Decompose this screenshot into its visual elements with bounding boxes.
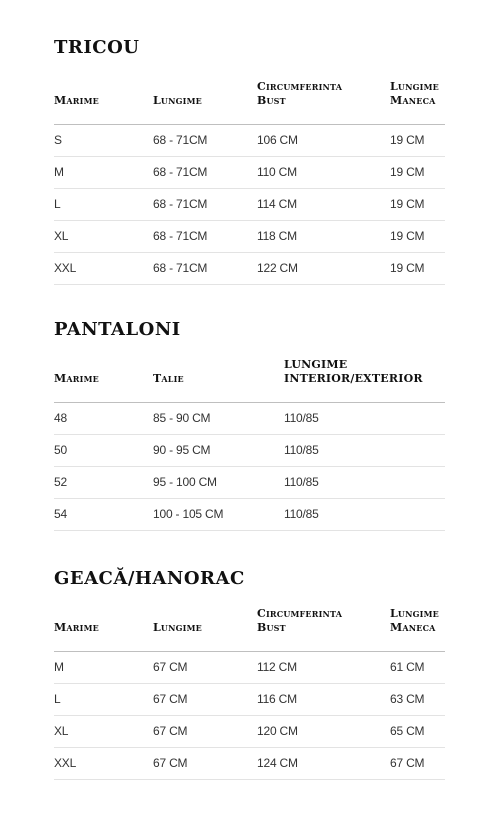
table-cell: 19 CM xyxy=(390,261,425,275)
column-header: Lungime xyxy=(153,621,202,634)
table-title: PANTALONI xyxy=(54,319,181,340)
table-cell: 90 - 95 CM xyxy=(153,443,211,457)
table-row xyxy=(54,684,445,716)
table-cell: 52 xyxy=(54,475,67,489)
table-cell: L xyxy=(54,197,61,211)
table-cell: 68 - 71CM xyxy=(153,261,208,275)
table-cell: 85 - 90 CM xyxy=(153,411,211,425)
table-cell: L xyxy=(54,692,61,706)
table-cell: 67 CM xyxy=(153,756,188,770)
table-cell: 54 xyxy=(54,507,67,521)
size-table-geaca-hanorac xyxy=(54,569,445,780)
table-cell: 68 - 71CM xyxy=(153,229,208,243)
table-cell: 50 xyxy=(54,443,67,457)
column-header: Circumferinta Bust xyxy=(257,607,343,634)
table-title: GEACĂ/HANORAC xyxy=(54,568,245,589)
column-header: Talie xyxy=(153,372,184,385)
table-header xyxy=(54,352,445,403)
table-cell: 19 CM xyxy=(390,229,425,243)
table-row xyxy=(54,467,445,499)
table-header xyxy=(54,601,445,652)
table-cell: 68 - 71CM xyxy=(153,133,208,147)
table-row xyxy=(54,189,445,221)
table-cell: 114 CM xyxy=(257,197,297,211)
table-cell: 122 CM xyxy=(257,261,298,275)
table-cell: 110/85 xyxy=(284,443,319,457)
table-cell: 68 - 71CM xyxy=(153,197,208,211)
table-row xyxy=(54,435,445,467)
table-cell: 110/85 xyxy=(284,411,319,425)
table-cell: 67 CM xyxy=(390,756,425,770)
column-header: Marime xyxy=(54,621,99,634)
table-cell: 118 CM xyxy=(257,229,297,243)
table-cell: 67 CM xyxy=(153,724,188,738)
table-row xyxy=(54,253,445,285)
table-cell: 95 - 100 CM xyxy=(153,475,217,489)
table-cell: 124 CM xyxy=(257,756,298,770)
table-cell: M xyxy=(54,165,64,179)
table-cell: 67 CM xyxy=(153,660,188,674)
table-cell: 112 CM xyxy=(257,660,297,674)
column-header: Lungime Maneca xyxy=(390,80,439,107)
table-cell: 19 CM xyxy=(390,165,425,179)
column-header: Lungime xyxy=(153,94,202,107)
table-row xyxy=(54,716,445,748)
column-header: LUNGIME INTERIOR/EXTERIOR xyxy=(284,358,423,385)
table-cell: M xyxy=(54,660,64,674)
table-cell: 19 CM xyxy=(390,133,425,147)
table-cell: 110 CM xyxy=(257,165,297,179)
table-cell: 63 CM xyxy=(390,692,425,706)
table-cell: 120 CM xyxy=(257,724,298,738)
table-cell: 68 - 71CM xyxy=(153,165,208,179)
table-header xyxy=(54,74,445,125)
column-header: Circumferinta Bust xyxy=(257,80,343,107)
table-cell: 100 - 105 CM xyxy=(153,507,224,521)
table-cell: XL xyxy=(54,229,69,243)
table-cell: XXL xyxy=(54,261,77,275)
table-cell: 48 xyxy=(54,411,67,425)
column-header: Marime xyxy=(54,372,99,385)
table-row xyxy=(54,499,445,531)
table-cell: XXL xyxy=(54,756,77,770)
table-cell: 116 CM xyxy=(257,692,297,706)
table-title: TRICOU xyxy=(54,37,140,58)
table-cell: 65 CM xyxy=(390,724,425,738)
table-row xyxy=(54,403,445,435)
table-row xyxy=(54,652,445,684)
table-cell: 106 CM xyxy=(257,133,298,147)
table-cell: 19 CM xyxy=(390,197,425,211)
size-table-pantaloni xyxy=(54,320,445,531)
table-cell: 110/85 xyxy=(284,475,319,489)
table-cell: S xyxy=(54,133,62,147)
column-header: Lungime Maneca xyxy=(390,607,439,634)
column-header: Marime xyxy=(54,94,99,107)
table-row xyxy=(54,221,445,253)
table-cell: 61 CM xyxy=(390,660,425,674)
size-table-tricou xyxy=(54,38,445,285)
table-cell: 67 CM xyxy=(153,692,188,706)
table-cell: XL xyxy=(54,724,69,738)
table-row xyxy=(54,748,445,780)
table-cell: 110/85 xyxy=(284,507,319,521)
table-row xyxy=(54,157,445,189)
table-row xyxy=(54,125,445,157)
